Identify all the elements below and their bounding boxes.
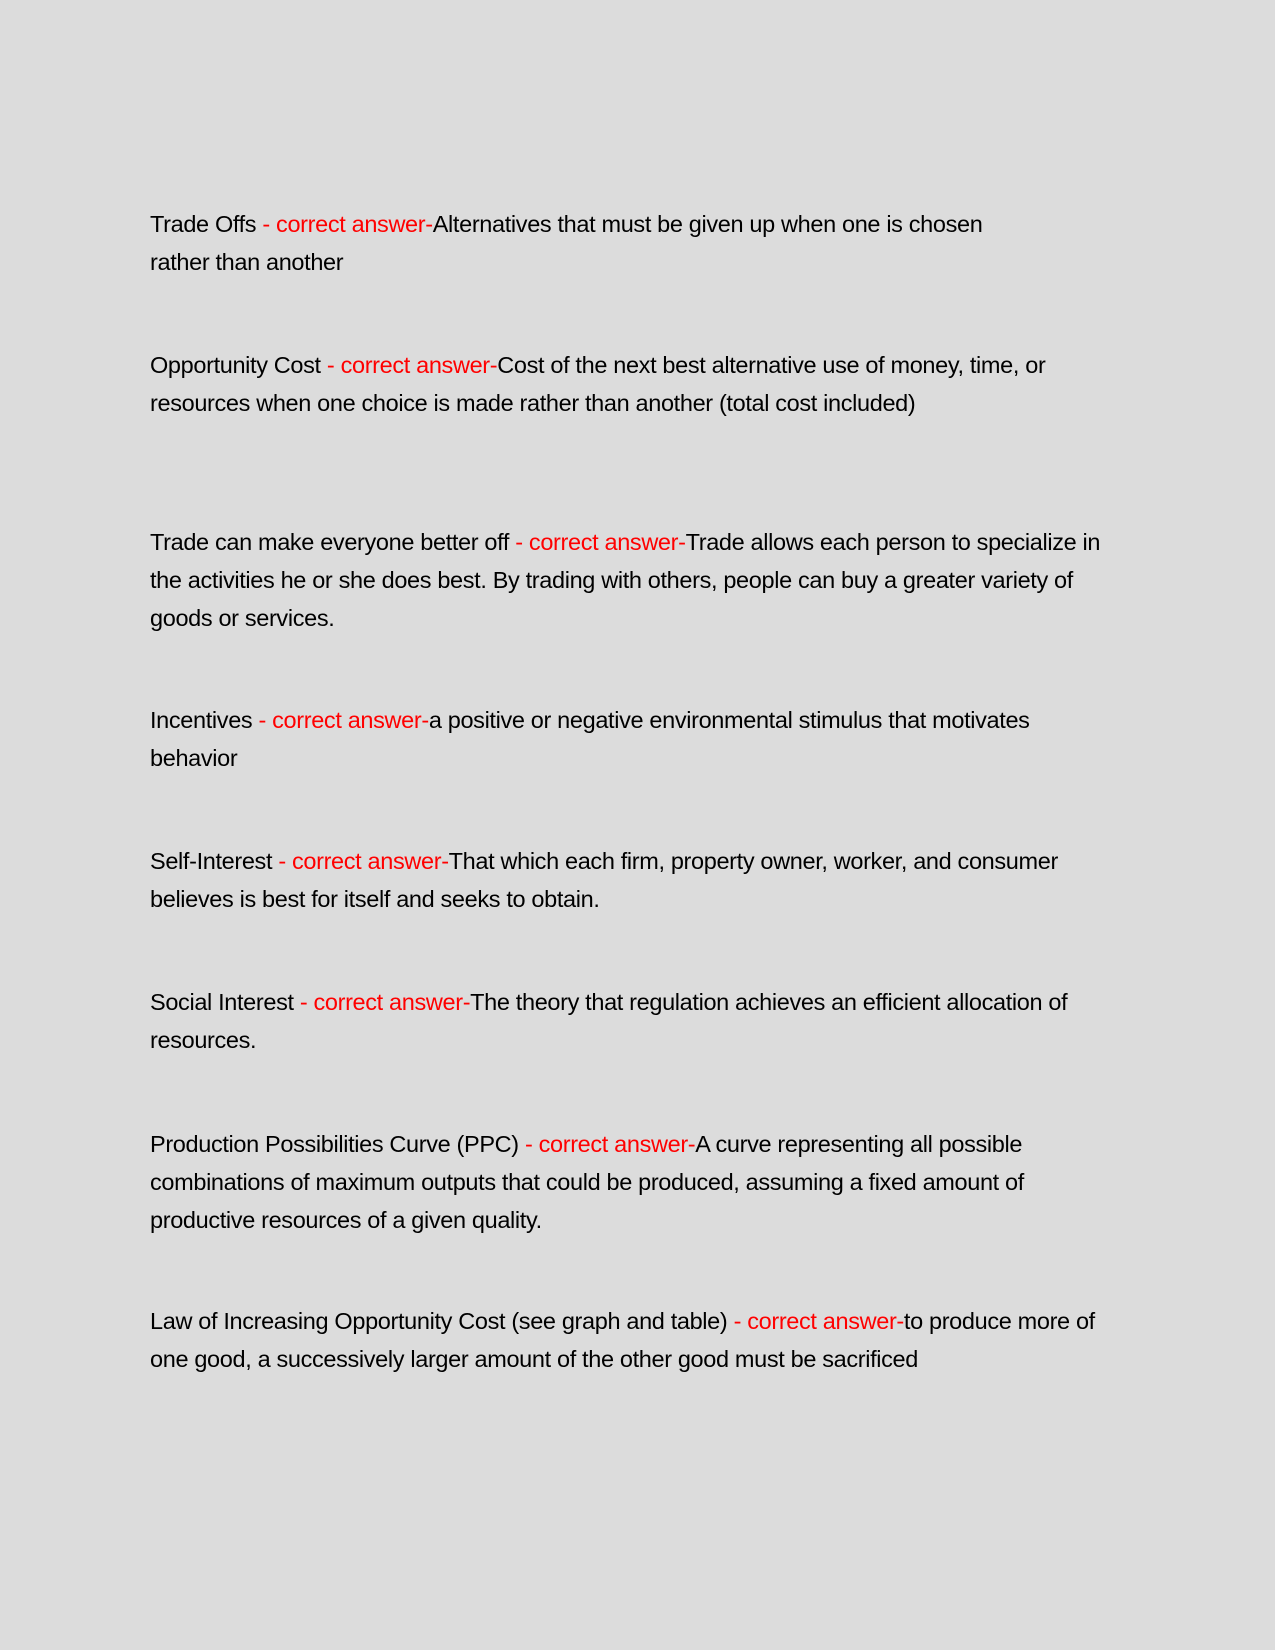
answer-separator: - correct answer- bbox=[252, 707, 429, 733]
term: Law of Increasing Opportunity Cost (see graph and table) bbox=[150, 1308, 728, 1334]
answer-separator: - correct answer- bbox=[518, 1131, 696, 1157]
definition: The theory that regulation achieves an efficient allocation of resources. bbox=[150, 989, 1068, 1053]
flashcard-entry-incentives bbox=[150, 701, 1080, 777]
definition: a positive or negative environmental stimulus that motivates behavior bbox=[150, 707, 1030, 771]
flashcard-entry-opportunity-cost bbox=[150, 346, 1135, 422]
flashcard-entry-trade-better-off bbox=[150, 523, 1135, 637]
definition: Alternatives that must be given up when one is chosen rather than another bbox=[150, 211, 983, 275]
flashcard-entry-self-interest bbox=[150, 842, 1135, 918]
answer-separator: - correct answer- bbox=[293, 989, 471, 1015]
flashcard-entry-social-interest bbox=[150, 983, 1110, 1059]
term: Incentives bbox=[150, 707, 253, 733]
definition: to produce more of one good, a successively larger amount of the other good must be sacrificed bbox=[150, 1308, 1095, 1372]
answer-separator: - correct answer- bbox=[320, 352, 498, 378]
term: Opportunity Cost bbox=[150, 352, 321, 378]
flashcard-entry-law-increasing-opportunity-cost bbox=[150, 1302, 1135, 1378]
answer-separator: - correct answer- bbox=[727, 1308, 904, 1334]
answer-separator: - correct answer- bbox=[509, 529, 686, 555]
definition: Trade allows each person to specialize in the activities he or she does best. By trading with others, people can buy a greater variety of goods or services. bbox=[150, 529, 1101, 631]
definition: Cost of the next best alternative use of money, time, or resources when one choice is made rather than another (total cost included) bbox=[150, 352, 1046, 416]
term: Trade Offs bbox=[150, 211, 257, 237]
term: Social Interest bbox=[150, 989, 294, 1015]
answer-separator: - correct answer- bbox=[256, 211, 433, 237]
definition: That which each firm, property owner, worker, and consumer believes is best for itself and seeks to obtain. bbox=[150, 848, 1058, 912]
flashcard-entry-trade-offs bbox=[150, 205, 1030, 281]
flashcard-entry-ppc bbox=[150, 1125, 1135, 1239]
term: Trade can make everyone better off bbox=[150, 529, 510, 555]
answer-separator: - correct answer- bbox=[272, 848, 449, 874]
definition: A curve representing all possible combinations of maximum outputs that could be produced, assuming a fixed amount of productive resources of a given quality. bbox=[150, 1131, 1024, 1233]
term: Production Possibilities Curve (PPC) bbox=[150, 1131, 519, 1157]
term: Self-Interest bbox=[150, 848, 273, 874]
